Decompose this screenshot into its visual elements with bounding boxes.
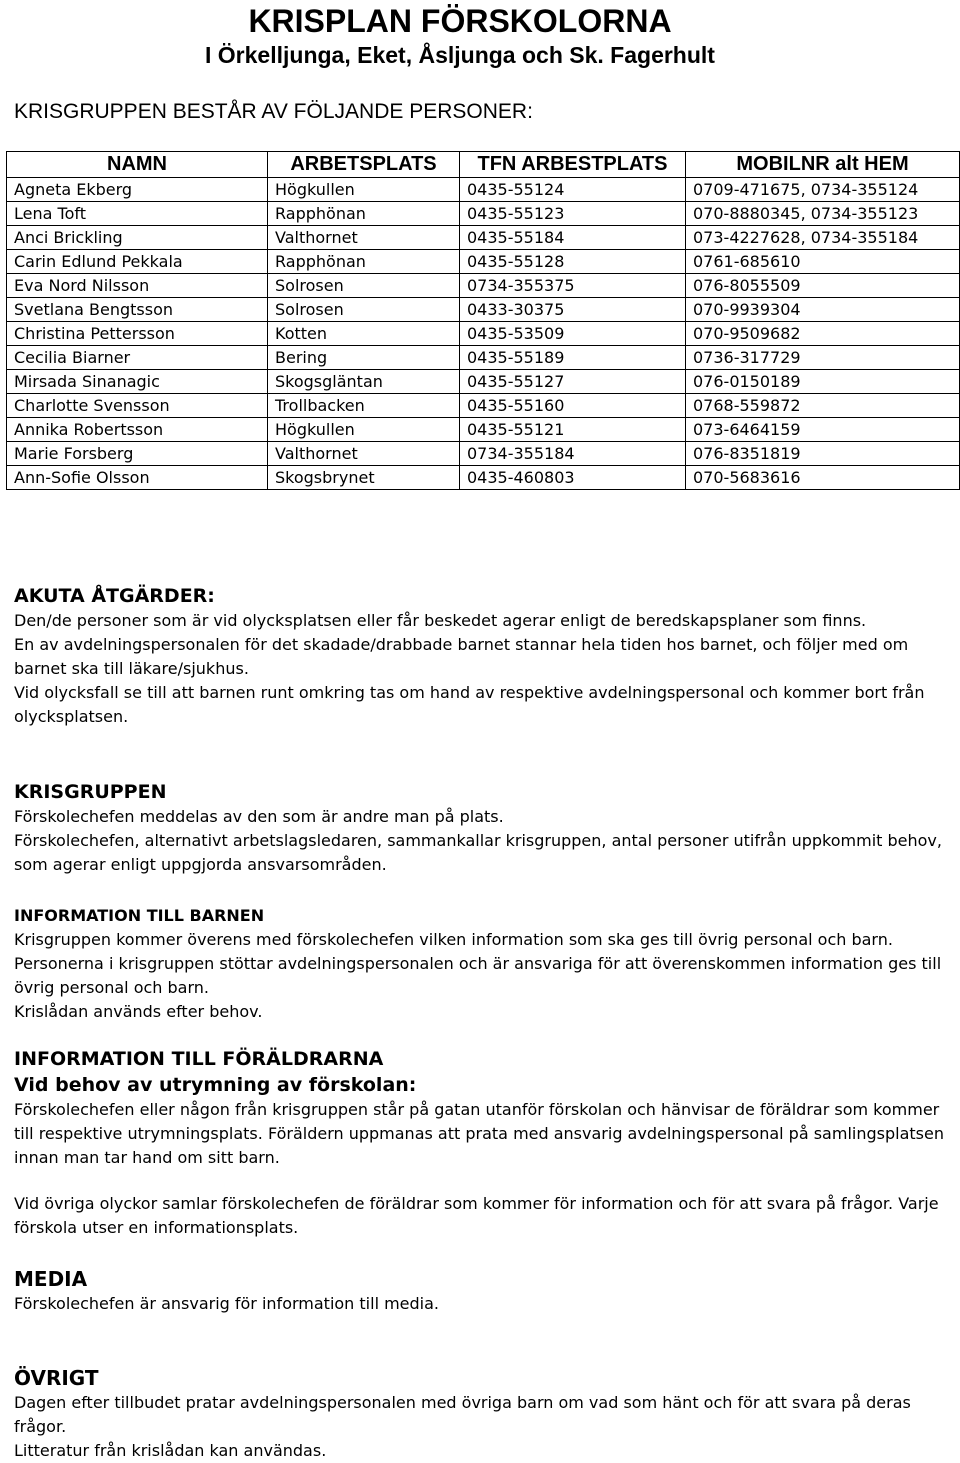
cell-mobile: 076-8351819 — [686, 442, 960, 466]
cell-workplace: Rapphönan — [268, 250, 460, 274]
cell-work-phone: 0435-53509 — [460, 322, 686, 346]
cell-work-phone: 0435-55127 — [460, 370, 686, 394]
krisgruppen-paragraph-1: Förskolechefen meddelas av den som är andre man på plats. — [14, 807, 504, 826]
akuta-heading: AKUTA ÅTGÄRDER: — [14, 585, 215, 607]
cell-work-phone: 0435-460803 — [460, 466, 686, 490]
section-akuta — [14, 583, 944, 729]
cell-mobile: 0761-685610 — [686, 250, 960, 274]
akuta-paragraph-3: Vid olycksfall se till att barnen runt omkring tas om hand av respektive avdelningspersonal och kommer bort från olycksplatsen. — [14, 683, 925, 726]
cell-workplace: Solrosen — [268, 274, 460, 298]
krisgruppen-paragraph-2: Förskolechefen, alternativt arbetslagsledaren, sammankallar krisgruppen, antal personer utifrån uppkommit behov, som agerar enligt uppgjorda ansvarsområden. — [14, 831, 942, 874]
cell-mobile: 073-6464159 — [686, 418, 960, 442]
section-media — [14, 1266, 944, 1316]
akuta-paragraph-1: Den/de personer som är vid olycksplatsen eller får beskedet agerar enligt de beredskapsplaner som finns. — [14, 611, 867, 630]
info-barnen-heading: INFORMATION TILL BARNEN — [14, 906, 265, 925]
cell-work-phone: 0435-55189 — [460, 346, 686, 370]
info-barnen-paragraph-1: Krisgruppen kommer överens med förskolechefen vilken information som ska ges till övrig personal och barn. Personerna i krisgruppen stöttar avdelningspersonalen och är ansvariga för att överenskommen information ges till övrig personal och barn. — [14, 930, 942, 997]
cell-name: Ann-Sofie Olsson — [7, 466, 268, 490]
cell-name: Lena Toft — [7, 202, 268, 226]
cell-workplace: Bering — [268, 346, 460, 370]
cell-workplace: Skogsgläntan — [268, 370, 460, 394]
cell-mobile: 0709-471675, 0734-355124 — [686, 178, 960, 202]
section-ovrigt — [14, 1365, 944, 1463]
document-title: KRISPLAN FÖRSKOLORNA — [248, 3, 672, 39]
cell-workplace: Rapphönan — [268, 202, 460, 226]
table-header-row — [7, 152, 960, 178]
crisis-group-heading: KRISGRUPPEN BESTÅR AV FÖLJANDE PERSONER: — [14, 100, 533, 123]
table-row — [7, 298, 960, 322]
cell-name: Annika Robertsson — [7, 418, 268, 442]
cell-name: Agneta Ekberg — [7, 178, 268, 202]
table-row — [7, 322, 960, 346]
table-row — [7, 466, 960, 490]
cell-mobile: 0736-317729 — [686, 346, 960, 370]
cell-name: Eva Nord Nilsson — [7, 274, 268, 298]
cell-name: Charlotte Svensson — [7, 394, 268, 418]
header-work-phone: TFN ARBESTPLATS — [460, 152, 686, 178]
cell-work-phone: 0435-55128 — [460, 250, 686, 274]
cell-workplace: Solrosen — [268, 298, 460, 322]
cell-work-phone: 0435-55121 — [460, 418, 686, 442]
cell-mobile: 0768-559872 — [686, 394, 960, 418]
akuta-paragraph-2: En av avdelningspersonalen för det skadade/drabbade barnet stannar hela tiden hos barnet, och följer med om barnet ska till läkare/sjukhus. — [14, 635, 909, 678]
header-workplace: ARBETSPLATS — [268, 152, 460, 178]
table-row — [7, 178, 960, 202]
cell-work-phone: 0435-55184 — [460, 226, 686, 250]
section-krisgruppen — [14, 779, 944, 877]
cell-name: Svetlana Bengtsson — [7, 298, 268, 322]
cell-work-phone: 0435-55124 — [460, 178, 686, 202]
info-foraldrarna-paragraph-1: Förskolechefen eller någon från krisgruppen står på gatan utanför förskolan och hänvisar de föräldrar som kommer till respektive utrymningsplats. Föräldern uppmanas att prata med ansvarig avdelningspersonal på samlingsplatsen innan man tar hand om sitt barn. — [14, 1100, 944, 1167]
table-row — [7, 202, 960, 226]
info-foraldrarna-paragraph-2: Vid övriga olyckor samlar förskolechefen de föräldrar som kommer för information och för att svara på frågor. Varje förskola utser en informationsplats. — [14, 1194, 939, 1237]
cell-workplace: Skogsbrynet — [268, 466, 460, 490]
cell-work-phone: 0435-55160 — [460, 394, 686, 418]
cell-work-phone: 0435-55123 — [460, 202, 686, 226]
cell-work-phone: 0433-30375 — [460, 298, 686, 322]
cell-mobile: 070-8880345, 0734-355123 — [686, 202, 960, 226]
table-row — [7, 442, 960, 466]
table-body — [7, 178, 960, 490]
ovrigt-heading: ÖVRIGT — [14, 1366, 99, 1390]
info-foraldrarna-subheading: Vid behov av utrymning av förskolan: — [14, 1074, 417, 1096]
table-row — [7, 370, 960, 394]
info-foraldrarna-heading: INFORMATION TILL FÖRÄLDRARNA — [14, 1048, 384, 1070]
table-row — [7, 394, 960, 418]
table-row — [7, 418, 960, 442]
info-barnen-paragraph-2: Krislådan används efter behov. — [14, 1002, 263, 1021]
cell-mobile: 070-5683616 — [686, 466, 960, 490]
cell-workplace: Trollbacken — [268, 394, 460, 418]
section-info-barnen — [14, 904, 944, 1024]
cell-name: Mirsada Sinanagic — [7, 370, 268, 394]
cell-mobile: 070-9939304 — [686, 298, 960, 322]
media-paragraph-1: Förskolechefen är ansvarig för information till media. — [14, 1294, 440, 1313]
cell-workplace: Valthornet — [268, 226, 460, 250]
cell-name: Cecilia Biarner — [7, 346, 268, 370]
krisgruppen-heading: KRISGRUPPEN — [14, 781, 167, 803]
header-name: NAMN — [7, 152, 268, 178]
table-row — [7, 250, 960, 274]
cell-workplace: Högkullen — [268, 178, 460, 202]
cell-work-phone: 0734-355375 — [460, 274, 686, 298]
cell-name: Anci Brickling — [7, 226, 268, 250]
cell-mobile: 073-4227628, 0734-355184 — [686, 226, 960, 250]
cell-name: Marie Forsberg — [7, 442, 268, 466]
crisis-group-table — [6, 151, 960, 490]
table-row — [7, 274, 960, 298]
cell-name: Christina Pettersson — [7, 322, 268, 346]
cell-workplace: Valthornet — [268, 442, 460, 466]
section-info-foraldrarna — [14, 1046, 944, 1240]
ovrigt-paragraph-2: Litteratur från krislådan kan användas. — [14, 1441, 327, 1460]
cell-work-phone: 0734-355184 — [460, 442, 686, 466]
cell-mobile: 076-0150189 — [686, 370, 960, 394]
cell-name: Carin Edlund Pekkala — [7, 250, 268, 274]
media-heading: MEDIA — [14, 1267, 88, 1291]
cell-mobile: 070-9509682 — [686, 322, 960, 346]
header-mobile: MOBILNR alt HEM — [686, 152, 960, 178]
table-row — [7, 346, 960, 370]
document-subtitle: I Örkelljunga, Eket, Åsljunga och Sk. Fagerhult — [205, 42, 715, 68]
table-row — [7, 226, 960, 250]
cell-workplace: Högkullen — [268, 418, 460, 442]
cell-mobile: 076-8055509 — [686, 274, 960, 298]
cell-workplace: Kotten — [268, 322, 460, 346]
ovrigt-paragraph-1: Dagen efter tillbudet pratar avdelningspersonalen med övriga barn om vad som hänt och för att svara på deras frågor. — [14, 1393, 911, 1436]
